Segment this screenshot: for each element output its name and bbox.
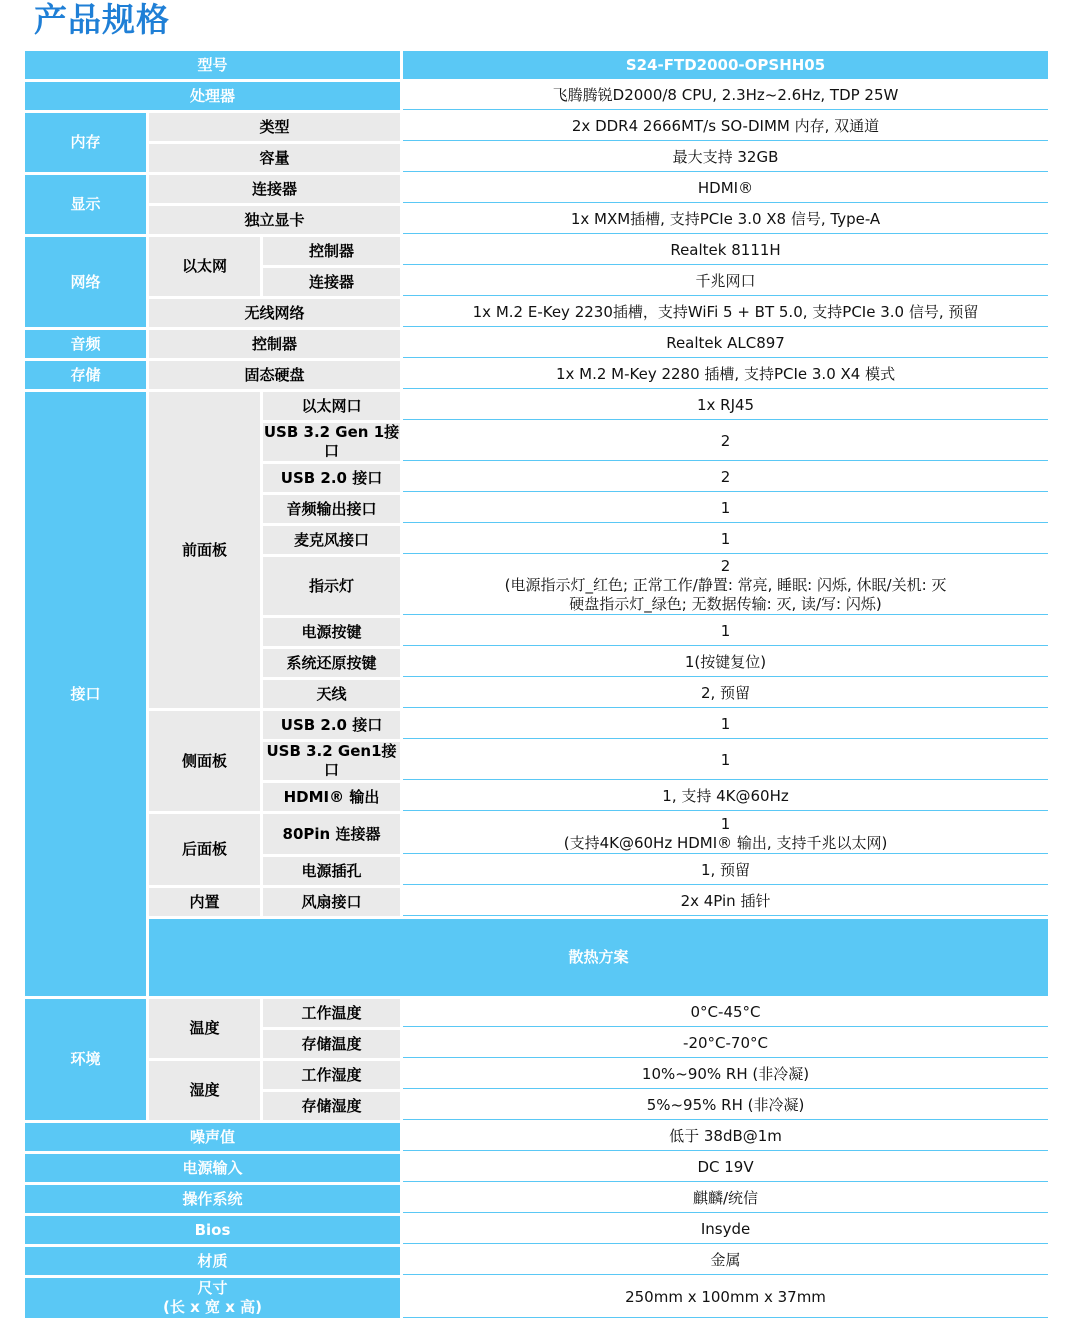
spec-value: 1	[403, 742, 1048, 780]
spec-group-label: 接口	[25, 392, 146, 996]
spec-table	[22, 48, 1054, 1321]
spec-value: 2, 预留	[403, 680, 1048, 708]
spec-group-label: 环境	[25, 999, 146, 1120]
table-row	[25, 237, 1051, 265]
spec-value: 0°C-45°C	[403, 999, 1048, 1027]
spec-label: 固态硬盘	[149, 361, 400, 389]
table-row	[25, 144, 1051, 172]
spec-label: 类型	[149, 113, 400, 141]
spec-value: 5%~95% RH (非冷凝)	[403, 1092, 1048, 1120]
spec-label: 型号	[25, 51, 400, 79]
table-row	[25, 113, 1051, 141]
table-row	[25, 175, 1051, 203]
spec-value: DC 19V	[403, 1154, 1048, 1182]
spec-label: 独立显卡	[149, 206, 400, 234]
table-row	[25, 299, 1051, 327]
spec-value: 10%~90% RH (非冷凝)	[403, 1061, 1048, 1089]
spec-group-label: 网络	[25, 237, 146, 327]
spec-label: 容量	[149, 144, 400, 172]
spec-label: 连接器	[149, 175, 400, 203]
spec-value: 最大支持 32GB	[403, 144, 1048, 172]
spec-subgroup-label: 温度	[149, 999, 260, 1058]
spec-value: 1x RJ45	[403, 392, 1048, 420]
spec-label: 无线网络	[149, 299, 400, 327]
table-row	[25, 1185, 1051, 1213]
spec-subgroup-label: 前面板	[149, 392, 260, 708]
spec-label: 控制器	[263, 237, 400, 265]
table-row	[25, 1247, 1051, 1275]
spec-value: Insyde	[403, 1216, 1048, 1244]
spec-value: 1, 预留	[403, 857, 1048, 885]
spec-value: 2x DDR4 2666MT/s SO-DIMM 内存, 双通道	[403, 113, 1048, 141]
spec-value: 1	[403, 711, 1048, 739]
spec-label: 连接器	[263, 268, 400, 296]
spec-label: 噪声值	[25, 1123, 400, 1151]
spec-value	[403, 814, 1048, 854]
spec-label: 指示灯	[263, 557, 400, 615]
spec-value: 1, 支持 4K@60Hz	[403, 783, 1048, 811]
spec-label: 处理器	[25, 82, 400, 110]
table-row	[25, 1123, 1051, 1151]
spec-group-label: 存储	[25, 361, 146, 389]
spec-label: 存储湿度	[263, 1092, 400, 1120]
spec-label: USB 3.2 Gen 1接口	[263, 423, 400, 460]
table-row	[25, 392, 1051, 420]
spec-label: 存储温度	[263, 1030, 400, 1058]
table-row	[25, 919, 1051, 996]
table-row	[25, 1154, 1051, 1182]
spec-value: 250mm x 100mm x 37mm	[403, 1278, 1048, 1318]
spec-value: HDMI®	[403, 175, 1048, 203]
spec-label: 工作温度	[263, 999, 400, 1027]
spec-value-line: 1	[720, 814, 731, 833]
spec-label: USB 3.2 Gen1接口	[263, 742, 400, 780]
spec-value: 低于 38dB@1m	[403, 1123, 1048, 1151]
spec-label: HDMI® 输出	[263, 783, 400, 811]
spec-value-line: 硬盘指示灯_绿色; 无数据传输: 灭, 读/写: 闪烁)	[569, 595, 882, 613]
spec-label: 麦克风接口	[263, 526, 400, 554]
spec-group-label: 音频	[25, 330, 146, 358]
spec-value: -20°C-70°C	[403, 1030, 1048, 1058]
spec-label: Bios	[25, 1216, 400, 1244]
spec-label-line: 尺寸	[197, 1279, 228, 1297]
spec-label: 电源插孔	[263, 857, 400, 885]
spec-label: 电源按键	[263, 618, 400, 646]
table-row	[25, 814, 1051, 854]
spec-label: 控制器	[149, 330, 400, 358]
spec-group-label: 内存	[25, 113, 146, 172]
spec-value: 1	[403, 526, 1048, 554]
spec-value: 金属	[403, 1247, 1048, 1275]
spec-label-line: (长 x 宽 x 高)	[163, 1298, 262, 1316]
spec-value: 2	[403, 423, 1048, 461]
table-row	[25, 330, 1051, 358]
table-row	[25, 206, 1051, 234]
spec-label: 材质	[25, 1247, 400, 1275]
spec-value: S24-FTD2000-OPSHH05	[403, 51, 1048, 79]
spec-label: 风扇接口	[263, 888, 400, 916]
spec-value: 1(按键复位)	[403, 649, 1048, 677]
spec-value	[403, 557, 1048, 615]
spec-value: 千兆网口	[403, 268, 1048, 296]
spec-subgroup-label: 后面板	[149, 814, 260, 885]
spec-value: 1x M.2 E-Key 2230插槽，支持WiFi 5 + BT 5.0, 支持PCIe 3.0 信号, 预留	[403, 299, 1048, 327]
table-row	[25, 1061, 1051, 1089]
spec-subgroup-label: 内置	[149, 888, 260, 916]
spec-value: 1x MXM插槽, 支持PCIe 3.0 X8 信号, Type-A	[403, 206, 1048, 234]
table-row	[25, 51, 1051, 79]
table-row	[25, 711, 1051, 739]
spec-value: 1x M.2 M-Key 2280 插槽, 支持PCIe 3.0 X4 模式	[403, 361, 1048, 389]
spec-label	[25, 1278, 400, 1318]
spec-subgroup-label: 湿度	[149, 1061, 260, 1120]
spec-label: 天线	[263, 680, 400, 708]
spec-value: 2	[403, 464, 1048, 492]
spec-value-line: 2	[720, 557, 731, 575]
spec-subgroup-label: 侧面板	[149, 711, 260, 811]
spec-label: USB 2.0 接口	[263, 711, 400, 739]
spec-label: USB 2.0 接口	[263, 464, 400, 492]
table-row	[25, 1216, 1051, 1244]
spec-label: 以太网口	[263, 392, 400, 420]
spec-value: 飞腾腾锐D2000/8 CPU, 2.3Hz~2.6Hz, TDP 25W	[403, 82, 1048, 110]
spec-value: 1	[403, 495, 1048, 523]
table-row	[25, 999, 1051, 1027]
table-row	[25, 361, 1051, 389]
spec-value: Realtek ALC897	[403, 330, 1048, 358]
spec-value: 麒麟/统信	[403, 1185, 1048, 1213]
spec-value: 2x 4Pin 插针	[403, 888, 1048, 916]
spec-group-label: 显示	[25, 175, 146, 234]
spec-label: 散热方案	[149, 919, 1048, 996]
table-row	[25, 1278, 1051, 1318]
spec-value-line: (支持4K@60Hz HDMI® 输出, 支持千兆以太网)	[563, 833, 888, 852]
spec-value: 1	[403, 618, 1048, 646]
spec-label: 音频输出接口	[263, 495, 400, 523]
spec-value: Realtek 8111H	[403, 237, 1048, 265]
table-row	[25, 82, 1051, 110]
spec-label: 工作湿度	[263, 1061, 400, 1089]
spec-label: 操作系统	[25, 1185, 400, 1213]
table-row	[25, 888, 1051, 916]
spec-label: 电源输入	[25, 1154, 400, 1182]
spec-label: 80Pin 连接器	[263, 814, 400, 854]
page-title: 产品规格	[34, 0, 170, 39]
spec-value-line: (电源指示灯_红色; 正常工作/静置: 常亮, 睡眠: 闪烁, 休眠/关机: 灭	[504, 576, 947, 594]
spec-subgroup-label: 以太网	[149, 237, 260, 296]
spec-label: 系统还原按键	[263, 649, 400, 677]
